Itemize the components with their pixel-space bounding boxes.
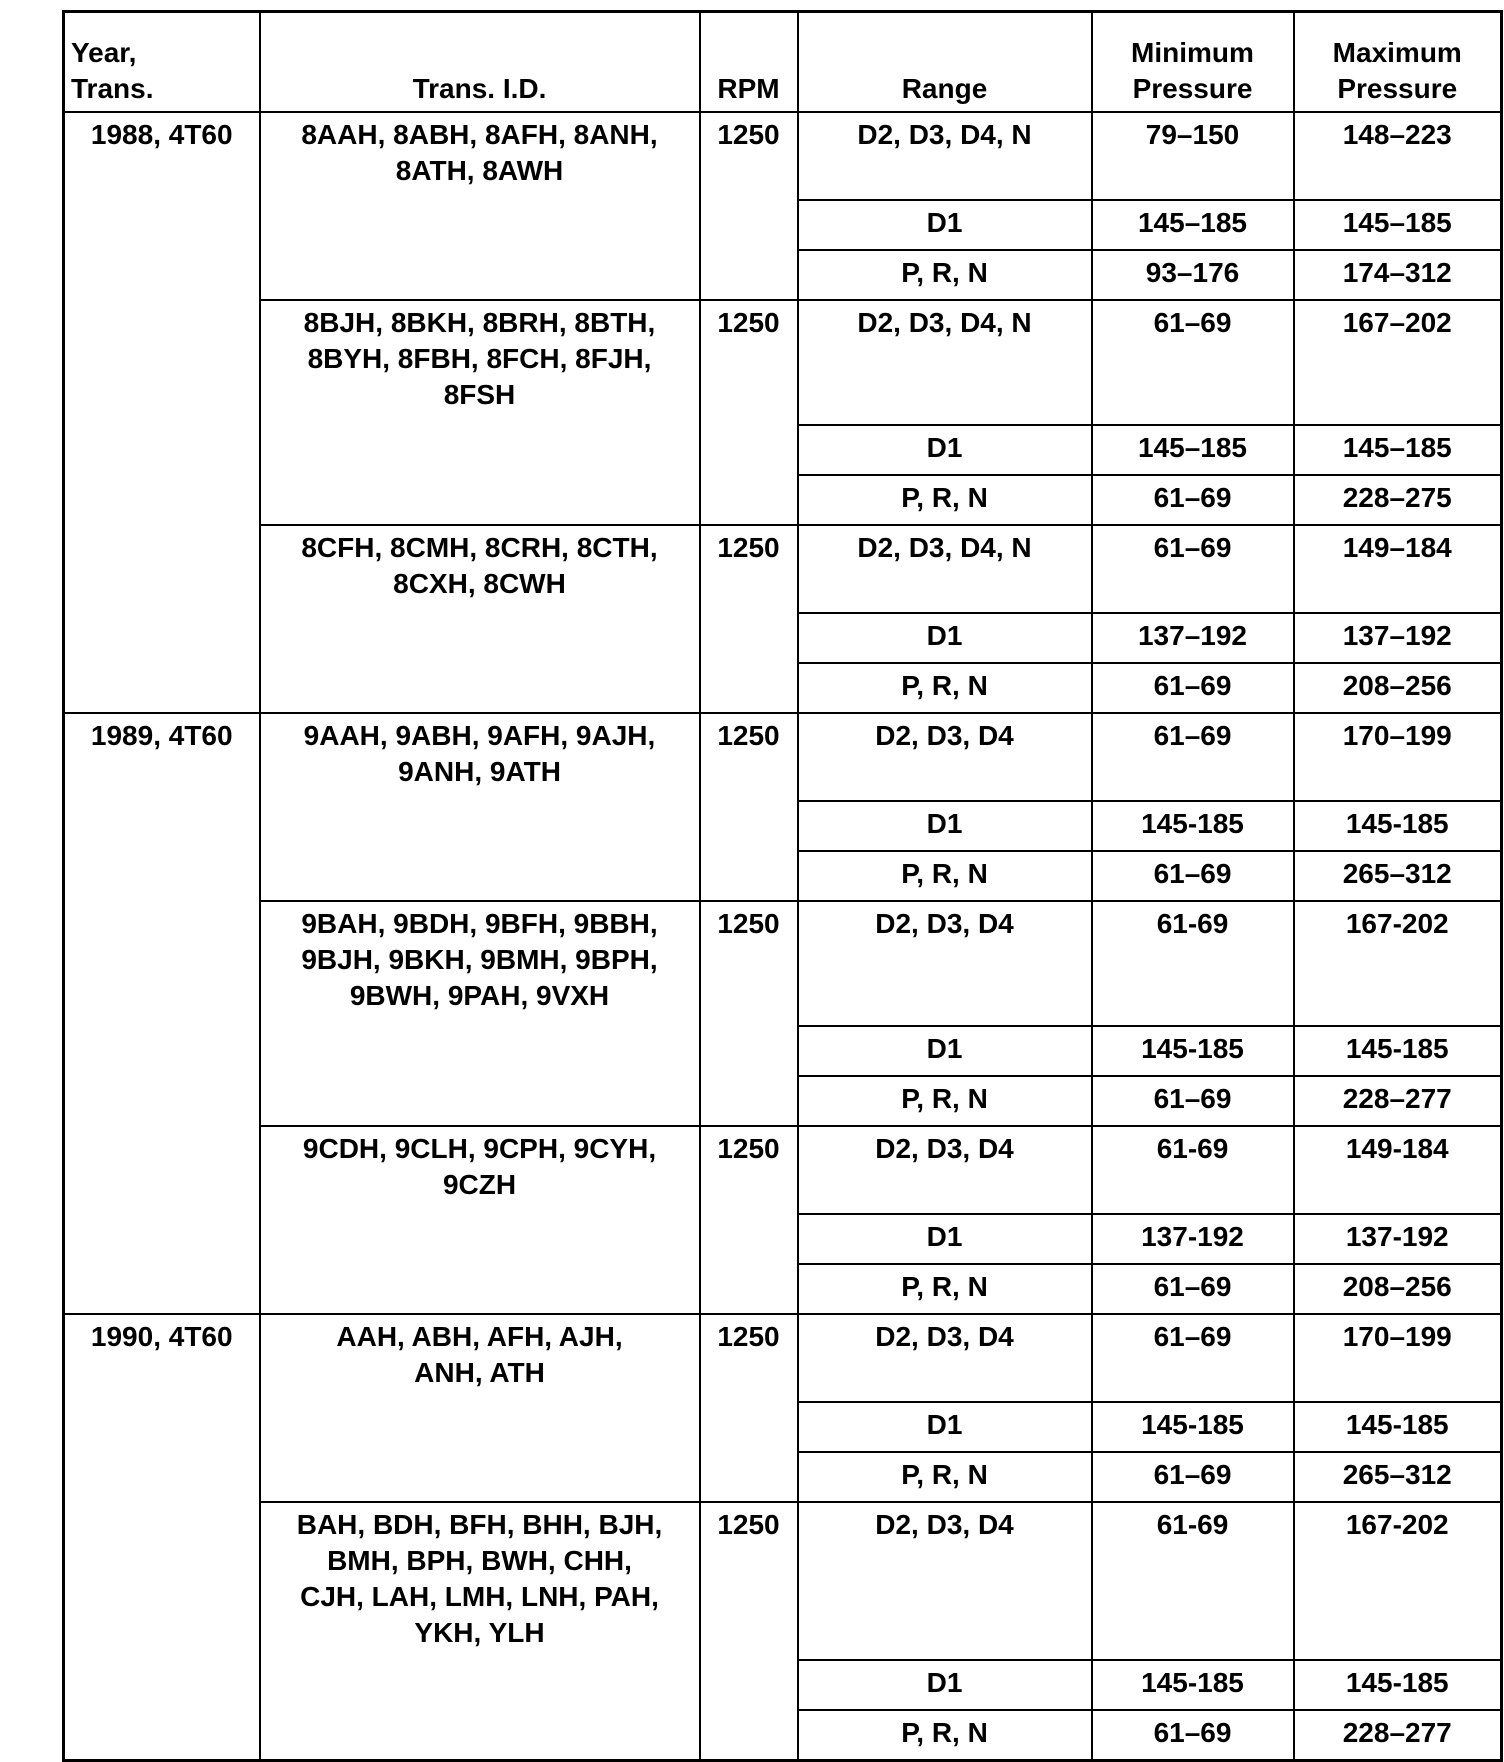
range-cell: P, R, N bbox=[798, 475, 1092, 525]
range-cell: P, R, N bbox=[798, 663, 1092, 713]
minimum-pressure-cell: 145-185 bbox=[1092, 1660, 1294, 1710]
minimum-pressure-cell: 61-69 bbox=[1092, 1502, 1294, 1660]
minimum-pressure-cell: 61–69 bbox=[1092, 300, 1294, 425]
header-minimum-pressure: Minimum Pressure bbox=[1092, 12, 1294, 113]
table-row bbox=[64, 300, 1502, 425]
range-cell: D2, D3, D4 bbox=[798, 1126, 1092, 1214]
table-row bbox=[64, 1314, 1502, 1402]
trans-id-cell bbox=[260, 525, 700, 713]
maximum-pressure-cell: 145–185 bbox=[1294, 425, 1502, 475]
range-cell: D2, D3, D4, N bbox=[798, 300, 1092, 425]
range-cell: P, R, N bbox=[798, 250, 1092, 300]
table-row bbox=[64, 1502, 1502, 1660]
minimum-pressure-cell: 145-185 bbox=[1092, 801, 1294, 851]
maximum-pressure-cell: 145-185 bbox=[1294, 1660, 1502, 1710]
trans-id-line: BAH, BDH, BFH, BHH, BJH, bbox=[296, 1509, 663, 1540]
table-body bbox=[64, 112, 1502, 1761]
range-cell: P, R, N bbox=[798, 1076, 1092, 1126]
maximum-pressure-cell: 145-185 bbox=[1294, 801, 1502, 851]
trans-id-line: ANH, ATH bbox=[414, 1357, 545, 1388]
trans-id-line: 8CFH, 8CMH, 8CRH, 8CTH, bbox=[301, 532, 658, 563]
trans-id-line: 8ATH, 8AWH bbox=[395, 155, 564, 186]
maximum-pressure-cell: 145-185 bbox=[1294, 1026, 1502, 1076]
trans-id-line: YKH, YLH bbox=[414, 1617, 545, 1648]
line-pressure-table bbox=[62, 10, 1503, 1762]
range-cell: D1 bbox=[798, 1660, 1092, 1710]
header-year-trans: Year, Trans. bbox=[64, 12, 260, 113]
range-cell: D1 bbox=[798, 200, 1092, 250]
rpm-cell: 1250 bbox=[700, 1126, 798, 1314]
trans-id-line: 8BYH, 8FBH, 8FCH, 8FJH, bbox=[307, 343, 652, 374]
minimum-pressure-cell: 145-185 bbox=[1092, 1026, 1294, 1076]
header-row bbox=[64, 12, 1502, 113]
maximum-pressure-cell: 167–202 bbox=[1294, 300, 1502, 425]
minimum-pressure-cell: 145–185 bbox=[1092, 425, 1294, 475]
range-cell: D1 bbox=[798, 613, 1092, 663]
trans-id-cell bbox=[260, 713, 700, 901]
rpm-cell: 1250 bbox=[700, 300, 798, 525]
minimum-pressure-cell: 137-192 bbox=[1092, 1214, 1294, 1264]
rpm-cell: 1250 bbox=[700, 901, 798, 1126]
trans-id-line: BMH, BPH, BWH, CHH, bbox=[327, 1545, 632, 1576]
trans-id-line: 9CDH, 9CLH, 9CPH, 9CYH, bbox=[302, 1133, 657, 1164]
minimum-pressure-cell: 61–69 bbox=[1092, 1314, 1294, 1402]
range-cell: D1 bbox=[798, 425, 1092, 475]
rpm-cell: 1250 bbox=[700, 525, 798, 713]
minimum-pressure-cell: 61–69 bbox=[1092, 1264, 1294, 1314]
maximum-pressure-cell: 149-184 bbox=[1294, 1126, 1502, 1214]
minimum-pressure-cell: 61–69 bbox=[1092, 663, 1294, 713]
maximum-pressure-cell: 167-202 bbox=[1294, 1502, 1502, 1660]
trans-id-line: 8BJH, 8BKH, 8BRH, 8BTH, bbox=[303, 307, 656, 338]
minimum-pressure-cell: 61–69 bbox=[1092, 1452, 1294, 1502]
maximum-pressure-cell: 170–199 bbox=[1294, 1314, 1502, 1402]
maximum-pressure-cell: 208–256 bbox=[1294, 663, 1502, 713]
maximum-pressure-cell: 170–199 bbox=[1294, 713, 1502, 801]
trans-id-line: 8AAH, 8ABH, 8AFH, 8ANH, bbox=[301, 119, 658, 150]
table-row bbox=[64, 1126, 1502, 1214]
maximum-pressure-cell: 145-185 bbox=[1294, 1402, 1502, 1452]
minimum-pressure-cell: 61–69 bbox=[1092, 851, 1294, 901]
range-cell: P, R, N bbox=[798, 1710, 1092, 1761]
maximum-pressure-cell: 137-192 bbox=[1294, 1214, 1502, 1264]
trans-id-cell bbox=[260, 112, 700, 300]
range-cell: P, R, N bbox=[798, 1264, 1092, 1314]
trans-id-line: 8FSH bbox=[443, 379, 516, 410]
minimum-pressure-cell: 61–69 bbox=[1092, 1076, 1294, 1126]
minimum-pressure-cell: 137–192 bbox=[1092, 613, 1294, 663]
range-cell: D1 bbox=[798, 801, 1092, 851]
range-cell: P, R, N bbox=[798, 851, 1092, 901]
maximum-pressure-cell: 228–277 bbox=[1294, 1710, 1502, 1761]
trans-id-line: 9BAH, 9BDH, 9BFH, 9BBH, bbox=[301, 908, 658, 939]
minimum-pressure-cell: 61-69 bbox=[1092, 901, 1294, 1026]
range-cell: D2, D3, D4 bbox=[798, 713, 1092, 801]
range-cell: D2, D3, D4, N bbox=[798, 112, 1092, 200]
trans-id-line: 9CZH bbox=[442, 1169, 517, 1200]
maximum-pressure-cell: 228–277 bbox=[1294, 1076, 1502, 1126]
maximum-pressure-cell: 145–185 bbox=[1294, 200, 1502, 250]
maximum-pressure-cell: 265–312 bbox=[1294, 1452, 1502, 1502]
rpm-cell: 1250 bbox=[700, 1314, 798, 1502]
maximum-pressure-cell: 167-202 bbox=[1294, 901, 1502, 1026]
maximum-pressure-cell: 148–223 bbox=[1294, 112, 1502, 200]
trans-id-cell bbox=[260, 1502, 700, 1761]
header-trans-id: Trans. I.D. bbox=[260, 12, 700, 113]
maximum-pressure-cell: 228–275 bbox=[1294, 475, 1502, 525]
minimum-pressure-cell: 93–176 bbox=[1092, 250, 1294, 300]
table-row bbox=[64, 901, 1502, 1026]
trans-id-line: 9BWH, 9PAH, 9VXH bbox=[349, 980, 610, 1011]
maximum-pressure-cell: 149–184 bbox=[1294, 525, 1502, 613]
minimum-pressure-cell: 145-185 bbox=[1092, 1402, 1294, 1452]
range-cell: D1 bbox=[798, 1026, 1092, 1076]
minimum-pressure-cell: 61–69 bbox=[1092, 1710, 1294, 1761]
rpm-cell: 1250 bbox=[700, 112, 798, 300]
range-cell: D1 bbox=[798, 1402, 1092, 1452]
trans-id-line: AAH, ABH, AFH, AJH, bbox=[336, 1321, 623, 1352]
year-trans-cell: 1989, 4T60 bbox=[64, 713, 260, 1314]
minimum-pressure-cell: 61–69 bbox=[1092, 713, 1294, 801]
rpm-cell: 1250 bbox=[700, 1502, 798, 1761]
minimum-pressure-cell: 61–69 bbox=[1092, 525, 1294, 613]
range-cell: P, R, N bbox=[798, 1452, 1092, 1502]
trans-id-cell bbox=[260, 1314, 700, 1502]
minimum-pressure-cell: 79–150 bbox=[1092, 112, 1294, 200]
year-trans-cell: 1990, 4T60 bbox=[64, 1314, 260, 1761]
rpm-cell: 1250 bbox=[700, 713, 798, 901]
maximum-pressure-cell: 208–256 bbox=[1294, 1264, 1502, 1314]
table-row bbox=[64, 713, 1502, 801]
year-trans-cell: 1988, 4T60 bbox=[64, 112, 260, 713]
trans-id-cell bbox=[260, 1126, 700, 1314]
trans-id-cell bbox=[260, 901, 700, 1126]
range-cell: D2, D3, D4 bbox=[798, 1314, 1092, 1402]
trans-id-line: 9AAH, 9ABH, 9AFH, 9AJH, bbox=[303, 720, 656, 751]
range-cell: D2, D3, D4, N bbox=[798, 525, 1092, 613]
table-row bbox=[64, 112, 1502, 200]
maximum-pressure-cell: 265–312 bbox=[1294, 851, 1502, 901]
header-maximum-pressure: Maximum Pressure bbox=[1294, 12, 1502, 113]
range-cell: D2, D3, D4 bbox=[798, 1502, 1092, 1660]
minimum-pressure-cell: 145–185 bbox=[1092, 200, 1294, 250]
maximum-pressure-cell: 137–192 bbox=[1294, 613, 1502, 663]
trans-id-line: 9BJH, 9BKH, 9BMH, 9BPH, bbox=[301, 944, 658, 975]
header-range: Range bbox=[798, 12, 1092, 113]
trans-id-line: 8CXH, 8CWH bbox=[393, 568, 566, 599]
minimum-pressure-cell: 61-69 bbox=[1092, 1126, 1294, 1214]
header-rpm: RPM bbox=[700, 12, 798, 113]
minimum-pressure-cell: 61–69 bbox=[1092, 475, 1294, 525]
maximum-pressure-cell: 174–312 bbox=[1294, 250, 1502, 300]
table-row bbox=[64, 525, 1502, 613]
trans-id-line: 9ANH, 9ATH bbox=[398, 756, 561, 787]
range-cell: D2, D3, D4 bbox=[798, 901, 1092, 1026]
trans-id-cell bbox=[260, 300, 700, 525]
range-cell: D1 bbox=[798, 1214, 1092, 1264]
trans-id-line: CJH, LAH, LMH, LNH, PAH, bbox=[300, 1581, 659, 1612]
